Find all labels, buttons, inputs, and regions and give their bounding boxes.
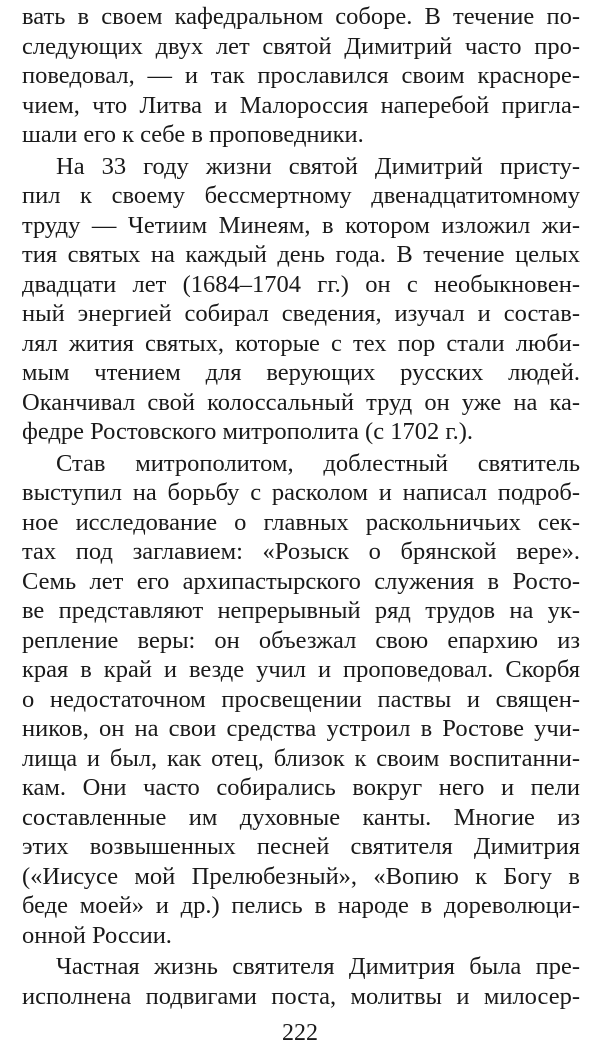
text-line: лища и был, как отец, близок к своим воспитанни- <box>22 744 580 772</box>
text-line: федре Ростовского митрополита (с 1702 г.). <box>22 418 474 445</box>
text-line: поведовал, — и так прославился своим красноре- <box>22 62 580 89</box>
text-line: ный энергией собирал сведения, изучал и состав- <box>22 300 580 327</box>
text-line: онной России. <box>22 921 172 949</box>
text-line: Став митрополитом, доблестный святитель <box>56 449 580 477</box>
text-line: двадцати лет (1684–1704 гг.) он с необыкновен- <box>22 270 580 298</box>
text-line: На 33 году жизни святой Димитрий присту- <box>56 152 580 180</box>
text-line: мым чтением для верующих русских людей. <box>22 359 580 386</box>
text-line: ников, он на свои средства устроил в Ростове учи- <box>22 715 580 742</box>
text-line: составленные им духовные канты. Многие из <box>22 803 580 831</box>
text-line: шали его к себе в проповедники. <box>22 121 364 148</box>
text-line: чием, что Литва и Малороссия наперебой пригла- <box>22 91 580 119</box>
text-line: Оканчивал свой колоссальный труд он уже на ка- <box>22 388 580 416</box>
text-line: выступил на борьбу с расколом и написал подроб- <box>22 479 580 506</box>
text-line: ве представляют непрерывный ряд трудов на ук- <box>22 597 580 624</box>
text-line: репление веры: он объезжал свою епархию из <box>22 626 580 654</box>
body-text <box>22 2 580 1011</box>
text-line: тах под заглавием: «Розыск о брянской вере». <box>22 538 580 565</box>
text-line: тия святых на каждый день года. В течение целых <box>22 241 580 268</box>
text-line: лял жития святых, которые с тех пор стали люби- <box>22 329 580 357</box>
text-line: («Иисусе мой Прелюбезный», «Вопию к Богу в <box>22 862 580 890</box>
text-line: о недостаточном просвещении паствы и священ- <box>22 685 580 713</box>
text-line: ное исследование о главных раскольничьих сек- <box>22 508 580 536</box>
text-line: Семь лет его архипастырского служения в Росто- <box>22 567 580 595</box>
text-line: края в край и везде учил и проповедовал. Скорбя <box>22 656 580 683</box>
text-line: следующих двух лет святой Димитрий часто про- <box>22 32 580 60</box>
text-line: пил к своему бессмертному двенадцатитомному <box>22 182 580 209</box>
text-line: беде моей» и др.) пелись в народе в дореволюци- <box>22 892 580 919</box>
page-number: 222 <box>282 1020 318 1046</box>
text-line: исполнена подвигами поста, молитвы и милосер- <box>22 982 580 1010</box>
text-line: Частная жизнь святителя Димитрия была пре- <box>56 953 580 980</box>
text-line: кам. Они часто собирались вокруг него и пели <box>22 774 580 801</box>
text-line: вать в своем кафедральном соборе. В течение по- <box>22 3 580 30</box>
text-line: этих возвышенных песней святителя Димитрия <box>22 833 580 860</box>
text-line: труду — Четиим Минеям, в котором изложил жи- <box>22 211 580 239</box>
